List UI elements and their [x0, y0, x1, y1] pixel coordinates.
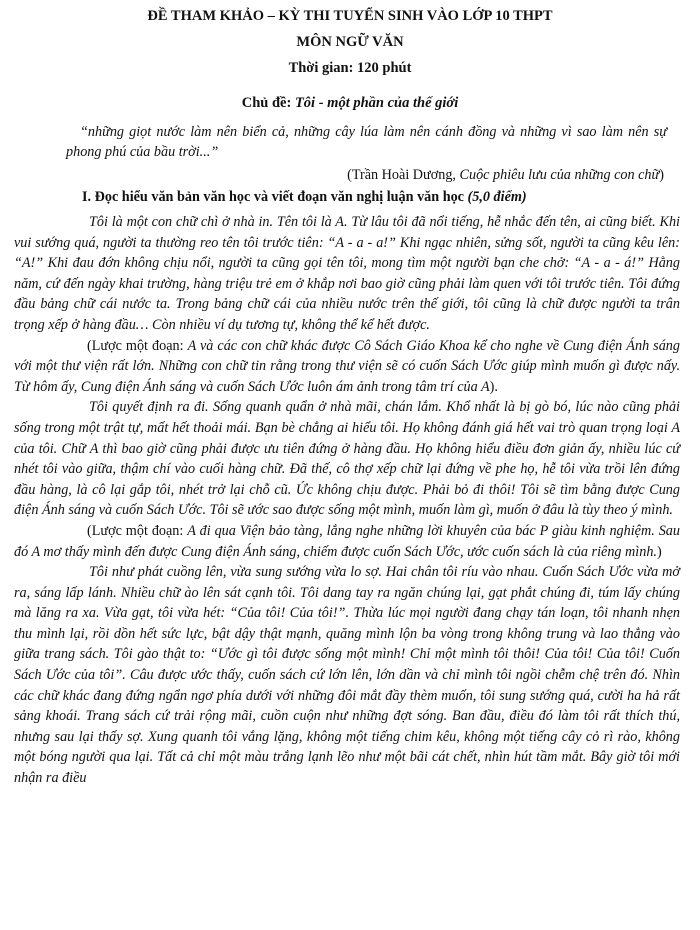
exam-title: ĐỀ THAM KHẢO – KỲ THI TUYỂN SINH VÀO LỚP 10 THPT: [147, 8, 553, 24]
note-suffix: ).: [489, 378, 498, 395]
epigraph-quote-text: “những giọt nước làm nên biển cả, những cây lúa làm nên cánh đồng và những vì sao làm nên sự phong phú của bầu trời...”: [66, 124, 667, 160]
passage-omission-note-1: [14, 336, 680, 398]
section-score: (5,0 điểm): [467, 189, 527, 205]
topic-heading: [0, 95, 700, 112]
passage-paragraph-2: Tôi quyết định ra đi. Sống quanh quẩn ở nhà mãi, chán lắm. Khổ nhất là bị gò bó, lúc nào cũng phải sống trong một trật tự, mất hết thoải mái. Bạn bè chẳng ai hiểu tôi. Họ không đánh giá hết vai trò quan trọng loại A của tôi. Chữ A thì bao giờ cũng phải được ưu tiên đứng ở hàng đầu. Họ không hiểu điều đơn giản ấy, nhiều lúc cứ nhét tôi vào giữa, thậm chí vào cuối hàng chữ. Đã thế, cô thợ xếp chữ lại đứng về phe họ, hễ tôi vừa trồi lên đứng đầu hàng, là cô lại gắp tôi, nhét trở lại chỗ cũ. Ức không chịu được. Phải bỏ đi thôi! Tôi sẽ tìm bằng được Cung điện Ánh sáng và cuốn Sách Ước. Tôi sẽ ước sao được sống một mình, muốn làm gì, muốn ở đâu là tùy theo ý mình.: [14, 399, 680, 519]
passage-omission-note-2: [14, 521, 680, 562]
note-body: A và các con chữ khác được Cô Sách Giáo Khoa kể cho nghe về Cung điện Ánh sáng với một thư viện rất lớn. Những con chữ tin rằng trong thư viện sẽ có cuốn Sách Ước giúp mình muốn gì được nấy. Từ hôm ấy, Cung điện Ánh sáng và cuốn Sách Ước luôn ám ảnh trong tâm trí của A: [14, 337, 680, 395]
topic-title: Tôi - một phần của thế giới: [294, 95, 459, 111]
source-author: (Trần Hoài Dương,: [347, 167, 460, 183]
topic-label: Chủ đề:: [241, 95, 295, 111]
passage-paragraph-3: Tôi như phát cuồng lên, vừa sung sướng vừa lo sợ. Hai chân tôi ríu vào nhau. Cuốn Sách Ước vừa mở ra, sáng lấp lánh. Nhiều chữ ào lên sát cạnh tôi. Tôi dang tay ra ngăn chúng lại, gạt phắt chúng đi, túm lấy chúng mà lăng ra xa. Vừa gạt, tôi vừa hét: “Của tôi! Của tôi!”. Thừa lúc mọi người đang chạy tán loạn, tôi nhanh nhẹn thu mình lại, rồi dồn hết sức lực, bật dậy thật mạnh, quăng mình lộn ba vòng trong không trung và lao thẳng vào giữa trang sách. Tôi gào thật to: “Ước gì tôi được sống một mình! Chỉ một mình tôi thôi! Của tôi! Của tôi! Cuốn Sách Ước của tôi”. Câu được ước thấy, cuốn sách cứ lớn lên, lớn dần và chỉ mình tôi ngồi chễm chệ trên đó. Nhìn các chữ khác đang đứng ngẩn ngơ phía dưới với những đôi mắt đầy thèm muốn, tôi sung sướng quá, cười ha hả rất sảng khoái. Trang sách cứ trải rộng mãi, cuồn cuộn như những đợt sóng. Ban đầu, điều đó làm tôi rất thích thú, nhưng sau lại thấy sợ. Xung quanh tôi vắng lặng, không một tiếng chim kêu, không một tiếng cây cỏ rì rào, không một bóng người qua lại. Tất cả chỉ một màu trắng lạnh lẽo như một bãi cát chết, nhìn hút tầm mắt. Bây giờ tôi mới nhận ra điều: [14, 564, 680, 787]
epigraph-source: [347, 165, 664, 185]
subject-title: MÔN NGỮ VĂN: [296, 34, 404, 50]
note-suffix: ): [656, 543, 662, 560]
reading-passage: [14, 212, 680, 789]
passage-paragraph-1: Tôi là một con chữ chì ở nhà in. Tên tôi là A. Từ lâu tôi đã nổi tiếng, hễ nhắc đến tên, ai cũng biết. Khi vui sướng quá, người ta thường reo tên tôi trước tiên: “A - a - a!” Khi ngạc nhiên, sửng sốt, người ta cũng kêu lên: “A!” Khi đau đớn không chịu nổi, người ta cũng gọi tên tôi, mong tìm một người bạn che chở: “A - a - á!” Hằng năm, cứ đến ngày khai trường, hàng triệu trẻ em ở khắp nơi bao giờ cũng phải làm quen với tôi trước tiên. Tôi đứng đầu bảng chữ cái nước ta. Trong bảng chữ cái của nhiều nước trên thế giới, tôi cũng là chữ được người ta trân trọng xếp ở hàng đầu… Còn nhiều ví dụ tương tự, không thể kể hết được.: [14, 214, 680, 333]
section-title: I. Đọc hiểu văn bản văn học và viết đoạn văn nghị luận văn học: [82, 189, 468, 205]
exam-duration: Thời gian: 120 phút: [288, 60, 412, 76]
section-heading: [82, 189, 527, 206]
source-close: ): [659, 167, 664, 183]
note-prefix: (Lược một đoạn:: [87, 337, 188, 354]
note-body: A đi qua Viện bảo tàng, lắng nghe những lời khuyên của bác P giàu kinh nghiệm. Sau đó A mơ thấy mình đến được Cung điện Ánh sáng, chiếm được cuốn Sách Ước, ước cuốn sách là của riêng mình.: [14, 522, 680, 560]
source-book: Cuộc phiêu lưu của những con chữ: [459, 167, 660, 183]
note-prefix: (Lược một đoạn:: [87, 522, 188, 539]
epigraph-quote: [66, 122, 667, 162]
